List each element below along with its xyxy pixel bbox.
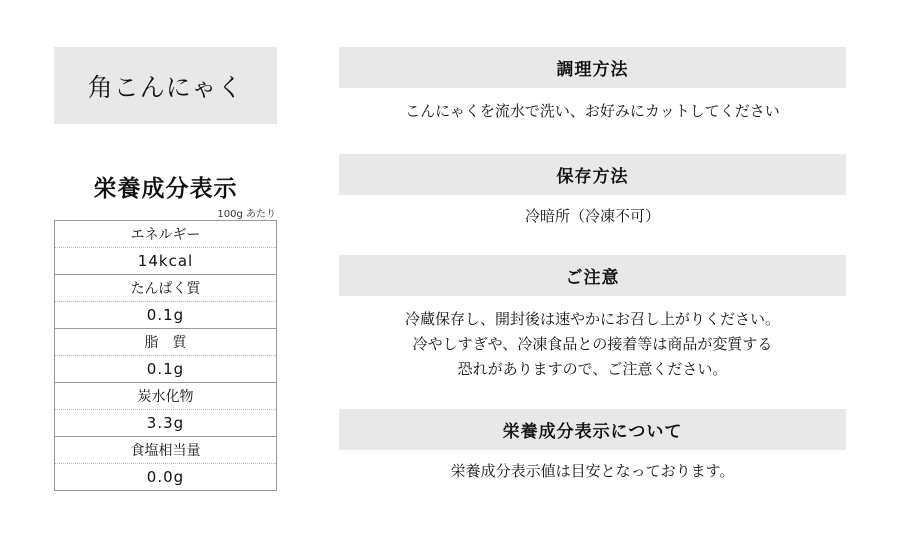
nutrient-value-fat: 0.1g [55,356,276,383]
per-amount-note: 100g あたり [217,209,276,220]
nutrient-label-carbohydrate: 炭水化物 [55,383,276,410]
nutrient-value-salt: 0.0g [55,464,276,491]
cooking-method-header: 調理方法 [339,47,846,88]
product-title: 角こんにゃく [54,47,277,124]
nutrition-table [54,220,277,491]
caution-line-1: 冷蔵保存し、開封後は速やかにお召し上がりください。 [404,310,780,328]
caution-header: ご注意 [339,255,846,296]
nutrient-value-energy: 14kcal [55,248,276,275]
caution-line-3: 恐れがありますので、ご注意ください。 [457,360,728,378]
nutrition-info-text: 栄養成分表示値は目安となっております。 [450,462,735,480]
nutrient-value-protein: 0.1g [55,302,276,329]
caution-line-2: 冷やしすぎや、冷凍食品との接着等は商品が変質する [412,335,773,353]
cooking-method-text: こんにゃくを流水で洗い、お好みにカットしてください [405,102,780,120]
nutrient-value-carbohydrate: 3.3g [55,410,276,437]
storage-method-header: 保存方法 [339,154,846,195]
nutrient-label-protein: たんぱく質 [55,275,276,302]
nutrition-info-header: 栄養成分表示について [339,409,846,450]
caution-text [339,307,846,382]
nutrient-label-fat: 脂 質 [55,329,276,356]
nutrition-heading: 栄養成分表示 [93,176,238,202]
storage-method-text: 冷暗所（冷凍不可） [524,207,660,225]
nutrient-label-energy: エネルギー [55,221,276,248]
nutrient-label-salt: 食塩相当量 [55,437,276,464]
